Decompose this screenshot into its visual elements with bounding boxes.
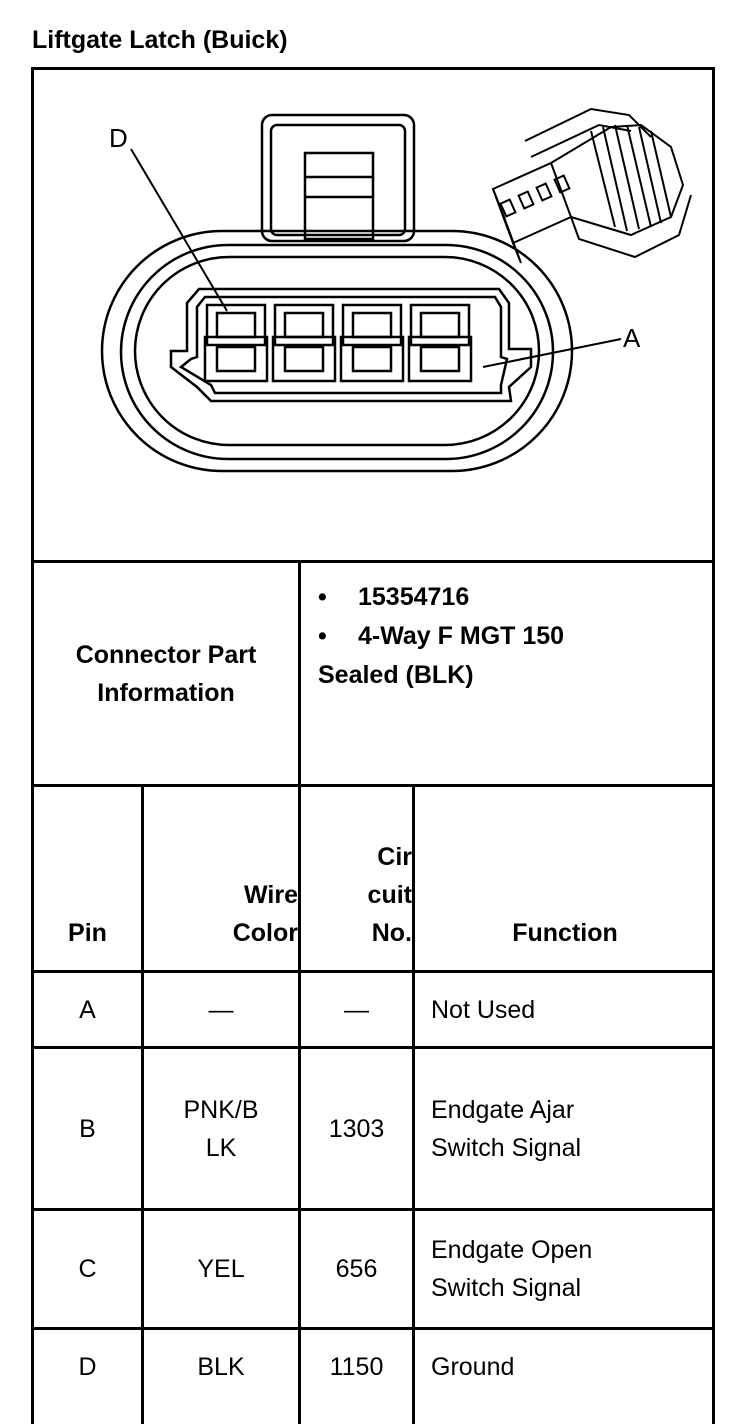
pin-label-a: A — [623, 323, 641, 353]
connector-info-list — [318, 578, 708, 695]
cell-function: Ground — [431, 1353, 515, 1381]
pin-cavity-a — [411, 305, 469, 345]
connector-diagram — [31, 67, 715, 563]
cell-pin: A — [79, 995, 96, 1024]
cell-wire-color: PNK/B LK — [183, 1095, 259, 1162]
header-wire-color: Wire Color — [232, 881, 298, 947]
leader-line-d — [131, 149, 227, 311]
part-number: 15354716 — [358, 583, 470, 611]
header-circuit-no: Cir cuit No. — [367, 843, 412, 947]
page-title: Liftgate Latch (Buick) — [32, 26, 288, 54]
cell-wire-color: BLK — [197, 1353, 245, 1381]
pin-cavity-c — [275, 305, 333, 345]
cell-wire-color: — — [208, 995, 234, 1024]
pin-cavity-d — [207, 305, 265, 345]
cell-pin: D — [78, 1353, 97, 1381]
connector-sketch-icon — [493, 109, 691, 263]
cell-pin: C — [78, 1255, 97, 1283]
divider — [298, 560, 301, 787]
header-function: Function — [512, 919, 618, 947]
connector-description-cont: Sealed (BLK) — [318, 661, 474, 689]
pin-cavities — [205, 305, 471, 381]
cell-circuit: — — [344, 995, 369, 1024]
cell-pin: B — [79, 1114, 96, 1143]
connector-info-label-cell — [34, 563, 298, 784]
cell-function: Endgate Open Switch Signal — [431, 1236, 593, 1302]
list-item: • 15354716 — [318, 583, 470, 611]
pin-cavity-b — [343, 305, 401, 345]
cell-function: Not Used — [431, 995, 536, 1024]
header-pin: Pin — [68, 919, 107, 947]
list-item: • 4-Way F MGT 150 — [318, 622, 565, 650]
cell-circuit: 656 — [335, 1255, 378, 1283]
connector-info-label: Connector Part Information — [75, 640, 257, 707]
pin-label-d: D — [109, 123, 128, 153]
cell-circuit: 1150 — [329, 1353, 384, 1381]
cell-circuit: 1303 — [328, 1114, 385, 1143]
cell-wire-color: YEL — [197, 1255, 245, 1283]
connector-description: 4-Way F MGT 150 — [358, 622, 565, 650]
cell-function: Endgate Ajar Switch Signal — [431, 1095, 582, 1162]
